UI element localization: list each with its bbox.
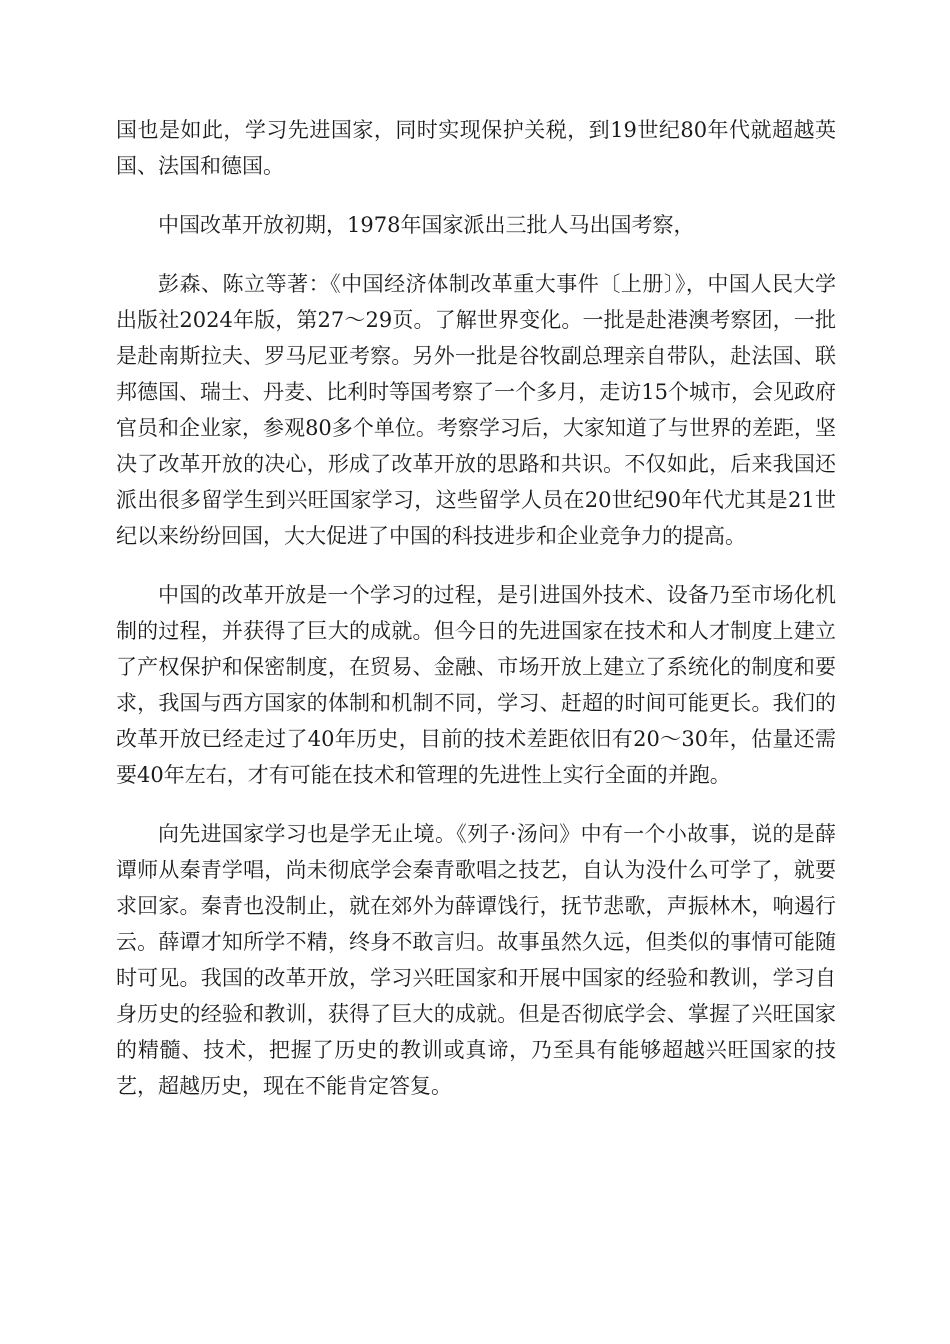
paragraph-reform-opening-intro: 中国改革开放初期，1978年国家派出三批人马出国考察， xyxy=(158,213,695,237)
document-page xyxy=(116,112,836,1127)
paragraph-endless-learning: 向先进国家学习也是学无止境。《列子·汤问》中有一个小故事，说的是薛谭师从秦青学唱，尚未彻底学会秦青歌唱之技艺，自认为没什么可学了，就要求回家。秦青也没制止，就在郊外为薛谭饯行，抚节悲歌，声振林木，响遏行云。薛谭才知所学不精，终身不敢言归。故事虽然久远，但类似的事情可能随时可见。我国的改革开放，学习兴旺国家和开展中国家的经验和教训，学习自身历史的经验和教训，获得了巨大的成就。但是否彻底学会、掌握了兴旺国家的精髓、技术，把握了历史的教训或真谛，乃至具有能够超越兴旺国家的技艺，超越历史，现在不能肯定答复。 xyxy=(116,822,836,1098)
paragraph-continuation: 国也是如此，学习先进国家，同时实现保护关税，到19世纪80年代就超越英国、法国和德国。 xyxy=(116,118,836,178)
paragraph-citation-and-inspection: 彭森、陈立等著：《中国经济体制改革重大事件〔上册〕》，中国人民大学出版社2024年版，第27～29页。了解世界变化。一批是赴港澳考察团，一批是赴南斯拉夫、罗马尼亚考察。另外一批是谷牧副总理亲自带队，赴法国、联邦德国、瑞士、丹麦、比利时等国考察了一个多月，走访15个城市，会见政府官员和企业家，参观80多个单位。考察学习后，大家知道了与世界的差距，坚决了改革开放的决心，形成了改革开放的思路和共识。不仅如此，后来我国还派出很多留学生到兴旺国家学习，这些留学人员在20世纪90年代尤其是21世纪以来纷纷回国，大大促进了中国的科技进步和企业竞争力的提高。 xyxy=(116,272,836,548)
paragraph-learning-process: 中国的改革开放是一个学习的过程，是引进国外技术、设备乃至市场化机制的过程，并获得了巨大的成就。但今日的先进国家在技术和人才制度上建立了产权保护和保密制度，在贸易、金融、市场开放上建立了系统化的制度和要求，我国与西方国家的体制和机制不同，学习、赶超的时间可能更长。我们的改革开放已经走过了40年历史，目前的技术差距依旧有20～30年，估量还需要40年左右，才有可能在技术和管理的先进性上实行全面的并跑。 xyxy=(116,583,836,787)
